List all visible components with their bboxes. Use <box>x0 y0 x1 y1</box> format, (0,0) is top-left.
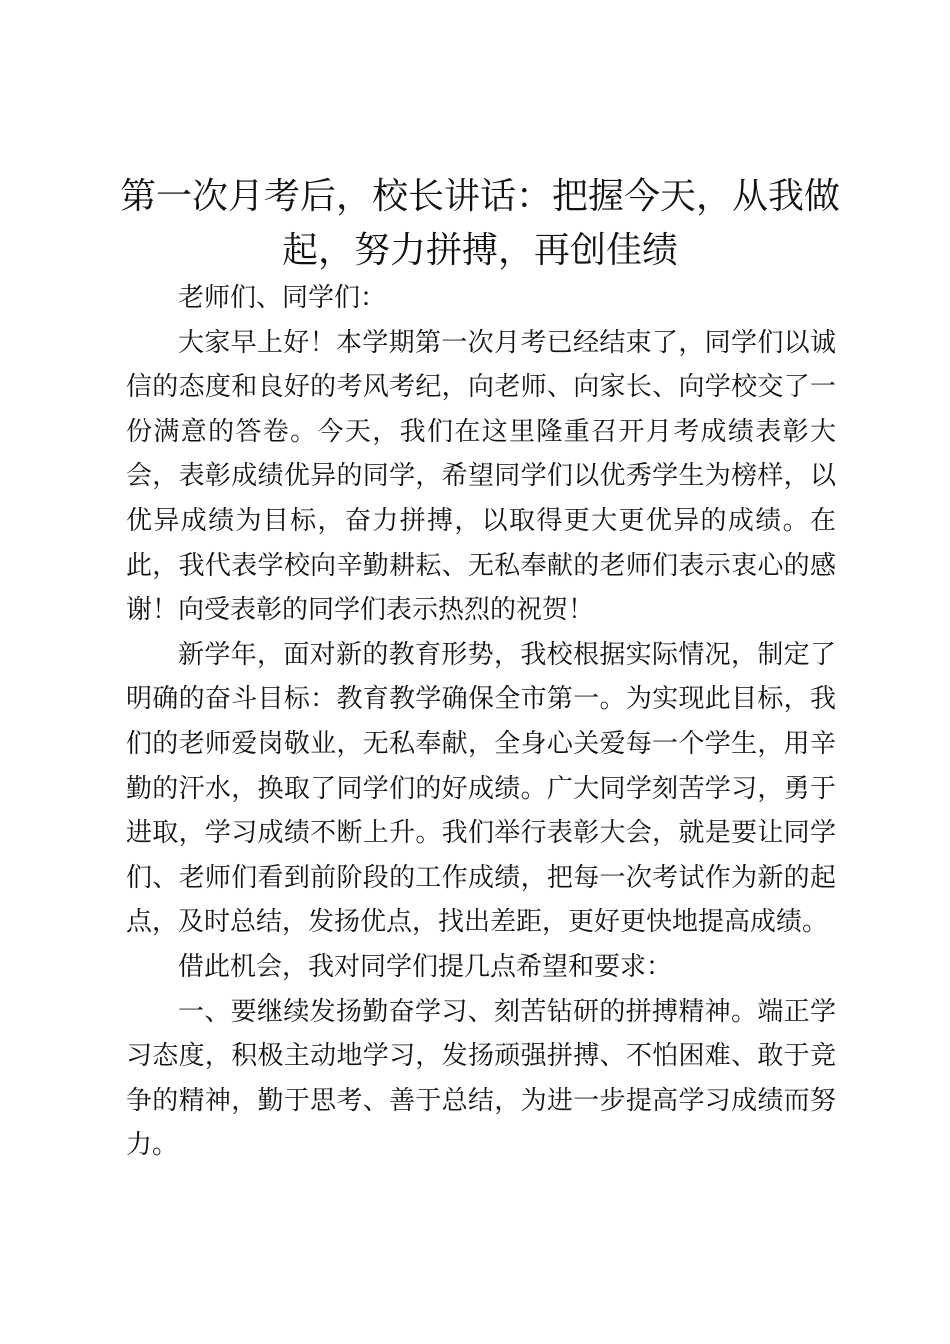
opening-paragraph: 大家早上好！本学期第一次月考已经结束了，同学们以诚信的态度和良好的考风考纪，向老师、向家长、向学校交了一份满意的答卷。今天，我们在这里隆重召开月考成绩表彰大会，表彰成绩优异的同学，希望同学们以优秀学生为榜样，以优异成绩为目标，奋力拼搏，以取得更大更优异的成绩。在此，我代表学校向辛勤耕耘、无私奉献的老师们表示衷心的感谢！向受表彰的同学们表示热烈的祝贺！ <box>126 327 836 626</box>
goals-paragraph: 新学年，面对新的教育形势，我校根据实际情况，制定了明确的奋斗目标：教育教学确保全市第一。为实现此目标，我们的老师爱岗敬业，无私奉献，全身心关爱每一个学生，用辛勤的汗水，换取了同学们的好成绩。广大同学刻苦学习，勇于进取，学习成绩不断上升。我们举行表彰大会，就是要让同学们、老师们看到前阶段的工作成绩，把每一次考试作为新的起点，及时总结，发扬优点，找出差距，更好更快地提高成绩。 <box>126 639 836 938</box>
salutation-paragraph: 老师们、同学们： <box>178 283 387 313</box>
requests-intro-paragraph: 借此机会，我对同学们提几点希望和要求： <box>178 951 673 982</box>
request-one-paragraph: 一、要继续发扬勤奋学习、刻苦钻研的拼搏精神。端正学习态度，积极主动地学习，发扬顽强拼搏、不怕困难、敢于竞争的精神，勤于思考、善于总结，为进一步提高学习成绩而努力。 <box>126 996 836 1161</box>
document-body <box>126 276 836 1168</box>
document-title: 第一次月考后，校长讲话：把握今天，从我做起，努力拼搏，再创佳绩 <box>120 176 841 271</box>
